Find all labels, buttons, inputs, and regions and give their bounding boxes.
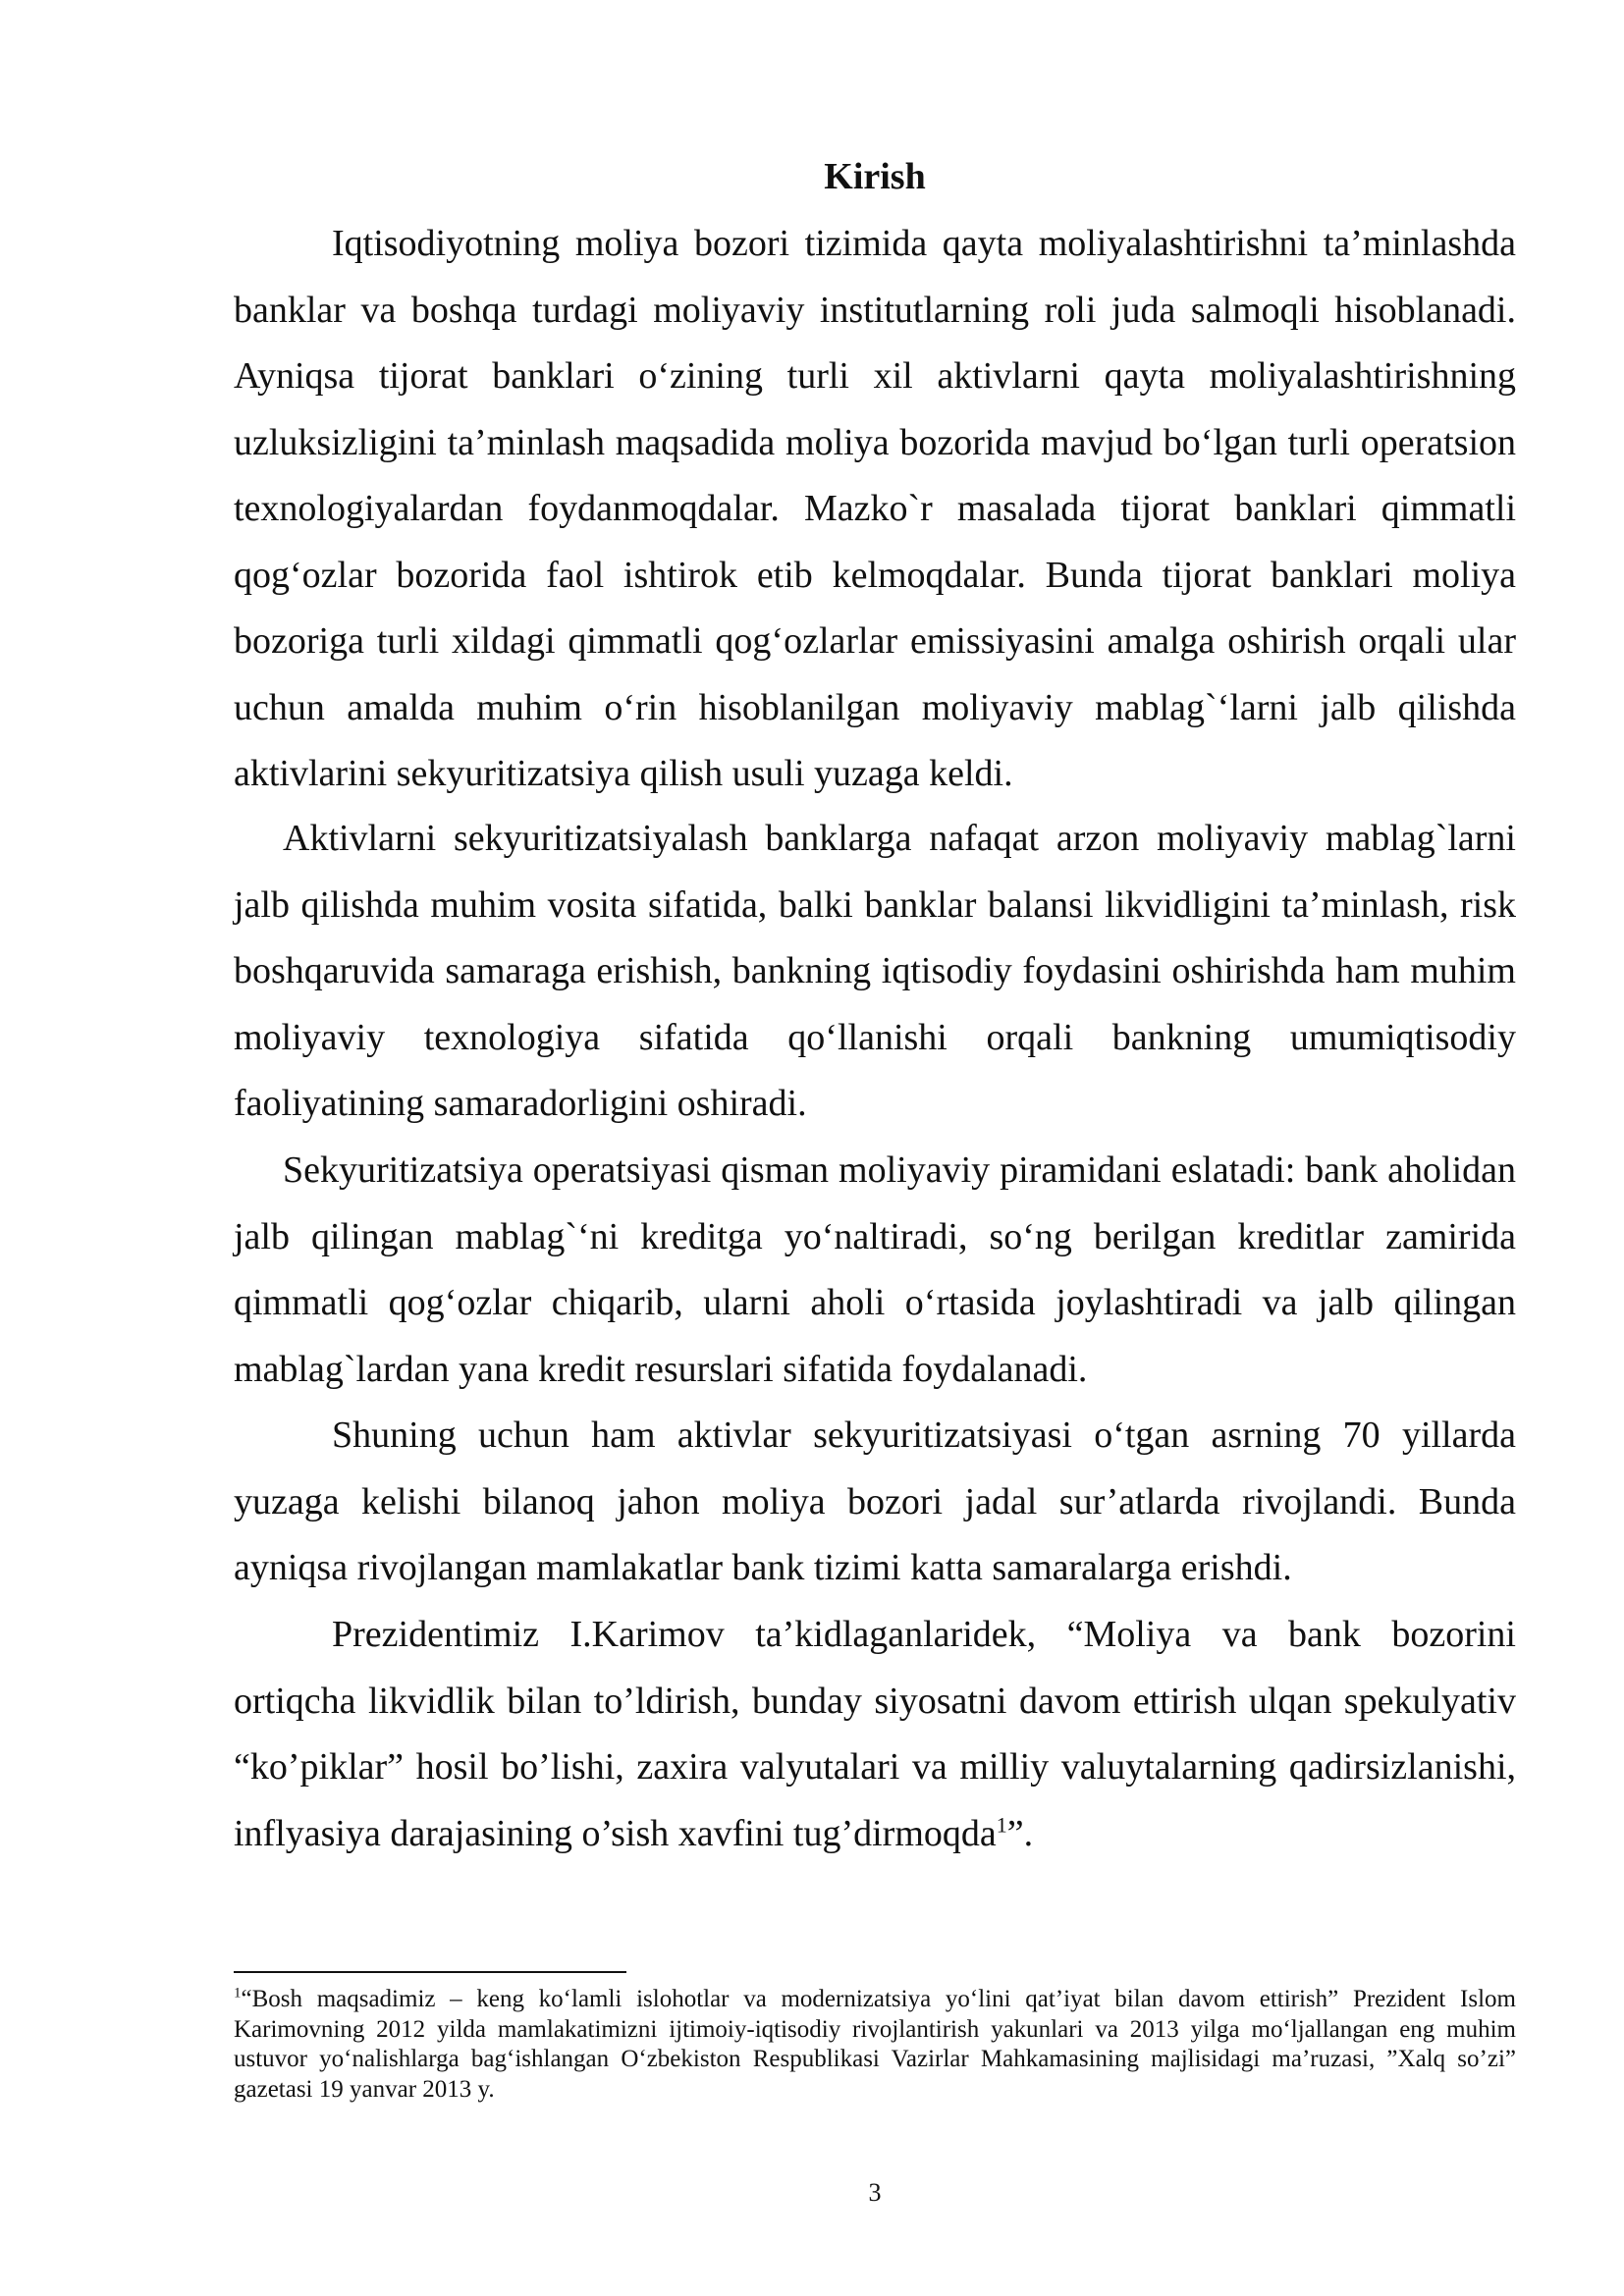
page-number: 3 (868, 2178, 882, 2207)
paragraph-intro: Iqtisodiyotning moliya bozori tizimida qayta moliyalashtirishni ta’minlashda banklar va boshqa turdagi moliyaviy institutlarning roli juda salmoqli hisoblanadi. Ayniqsa tijorat banklari o‘zining turli xil aktivlarni qayta moliyalashtirishning uzluksizligini ta’minlash maqsadida moliya bozorida mavjud bo‘lgan turli operatsion texnologiyalardan foydanmoqdalar. Mazko`r masalada tijorat banklari qimmatli qog‘ozlar bozorida faol ishtirok etib kelmoqdalar. Bunda tijorat banklari moliya bozoriga turli xildagi qimmatli qog‘ozlarlar emissiyasini amalga oshirish orqali ular uchun amalda muhim o‘rin hisoblanilgan moliyaviy mablag`‘larni jalb qilishda aktivlarini sekyuritizatsiya qilish usuli yuzaga keldi. (234, 223, 1516, 794)
paragraph-securitization-operation: Sekyuritizatsiya operatsiyasi qisman moliyaviy piramidani eslatadi: bank aholidan jalb qilingan mablag`‘ni kreditga yo‘naltiradi, so‘ng berilgan kreditlar zamirida qimmatli qog‘ozlar chiqarib, ularni aholi o‘rtasida joylashtiradi va jalb qilingan mablag`lardan yana kredit resurslari sifatida foydalanadi. (234, 1149, 1516, 1390)
paragraph-president-quote (234, 1602, 1516, 1867)
paragraph-history: Shuning uchun ham aktivlar sekyuritizatsiyasi o‘tgan asrning 70 yillarda yuzaga kelishi bilanoq jahon moliya bozori jadal sur’atlarda rivojlandi. Bunda ayniqsa rivojlangan mamlakatlar bank tizimi katta samaralarga erishdi. (234, 1415, 1516, 1588)
paragraph-securitization-benefits: Aktivlarni sekyuritizatsiyalash banklarga nafaqat arzon moliyaviy mablag`larni jalb qilishda muhim vosita sifatida, balki banklar balansi likvidligini ta’minlash, risk boshqaruvida samaraga erishish, bankning iqtisodiy foydasini oshirishda ham muhim moliyaviy texnologiya sifatida qo‘llanishi orqali bankning umumiqtisodiy faoliyatining samaradorligini oshiradi. (234, 818, 1516, 1124)
footnote-marker: 1 (234, 1985, 242, 2002)
footnote (234, 1985, 1516, 2105)
page-title: Kirish (824, 156, 926, 197)
footnote-separator (234, 1971, 626, 1973)
footnote-reference[interactable]: 1 (996, 1811, 1007, 1837)
footnote-text: “Bosh maqsadimiz – keng ko‘lamli islohotlar va modernizatsiya yo‘lini qat’iyat bilan davom ettirish” Prezident Islom Karimovning 2012 yilda mamlakatimizni ijtimoiy-iqtisodiy rivojlantirish yakunlari va 2013 yilga mo‘ljallangan eng muhim ustuvor yo‘nalishlarga bag‘ishlangan O‘zbekiston Respublikasi Vazirlar Mahkamasining majlisidagi ma’ruzasi, ”Xalq so’zi” gazetasi 19 yanvar 2013 y. (234, 1986, 1516, 2103)
quote-closing: ”. (1006, 1812, 1034, 1854)
quote-text: Prezidentimiz I.Karimov ta’kidlaganlaridek, “Moliya va bank bozorini ortiqcha likvidlik bilan to’ldirish, bunday siyosatni davom ettirish ulqan spekulyativ “ko’piklar” hosil bo’lishi, zaxira valyutalari va milliy valuytalarning qadirsizlanishi, inflyasiya darajasining o’sish xavfini tug’dirmoqda (234, 1614, 1516, 1854)
